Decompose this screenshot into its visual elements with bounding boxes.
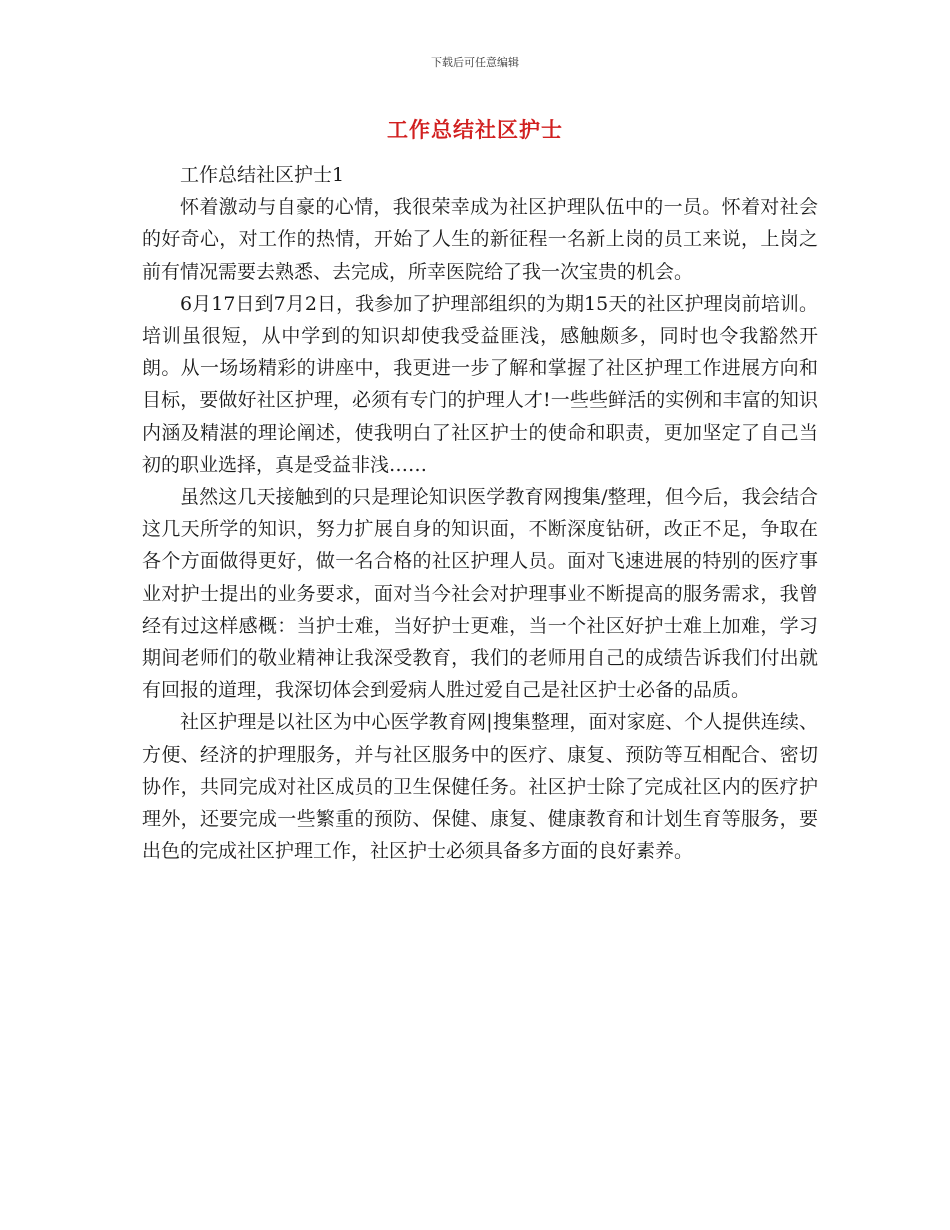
- paragraph-2: 6月17日到7月2日，我参加了护理部组织的为期15天的社区护理岗前培训。培训虽很短，从中学到的知识却使我受益匪浅，感触颇多，同时也令我豁然开朗。从一场场精彩的讲座中，我更进一步了解和掌握了社区护理工作进展方向和目标，要做好社区护理，必须有专门的护理人才!一些些鲜活的实例和丰富的知识内涵及精湛的理论阐述，使我明白了社区护士的使命和职责，更加坚定了自己当初的职业选择，真是受益非浅……: [142, 292, 818, 476]
- paragraph-4: 社区护理是以社区为中心医学教育网|搜集整理，面对家庭、个人提供连续、方便、经济的护理服务，并与社区服务中的医疗、康复、预防等互相配合、密切协作，共同完成对社区成员的卫生保健任务。社区护士除了完成社区内的医疗护理外，还要完成一些繁重的预防、保健、康复、健康教育和计划生育等服务，要出色的完成社区护理工作，社区护士必须具备多方面的良好素养。: [142, 711, 818, 863]
- paragraph-1: 怀着激动与自豪的心情，我很荣幸成为社区护理队伍中的一员。怀着对社会的好奇心，对工作的热情，开始了人生的新征程一名新上岗的员工来说，上岗之前有情况需要去熟悉、去完成，所幸医院给了我一次宝贵的机会。: [142, 196, 818, 283]
- section-subheading: 工作总结社区护士1: [180, 164, 345, 186]
- paragraph-3: 虽然这几天接触到的只是理论知识医学教育网搜集/整理，但今后，我会结合这几天所学的知识，努力扩展自身的知识面，不断深度钻研，改正不足，争取在各个方面做得更好，做一名合格的社区护理人员。面对飞速进展的特别的医疗事业对护士提出的业务要求，面对当今社会对护理事业不断提高的服务需求，我曾经有过这样感概：当护士难，当好护士更难，当一个社区好护士难上加难，学习期间老师们的敬业精神让我深受教育，我们的老师用自己的成绩告诉我们付出就有回报的道理，我深切体会到爱病人胜过爱自己是社区护士必备的品质。: [142, 486, 818, 702]
- document-title: 工作总结社区护士: [387, 118, 563, 142]
- document-body: [142, 159, 818, 867]
- header-note: 下载后可任意编辑: [431, 56, 519, 69]
